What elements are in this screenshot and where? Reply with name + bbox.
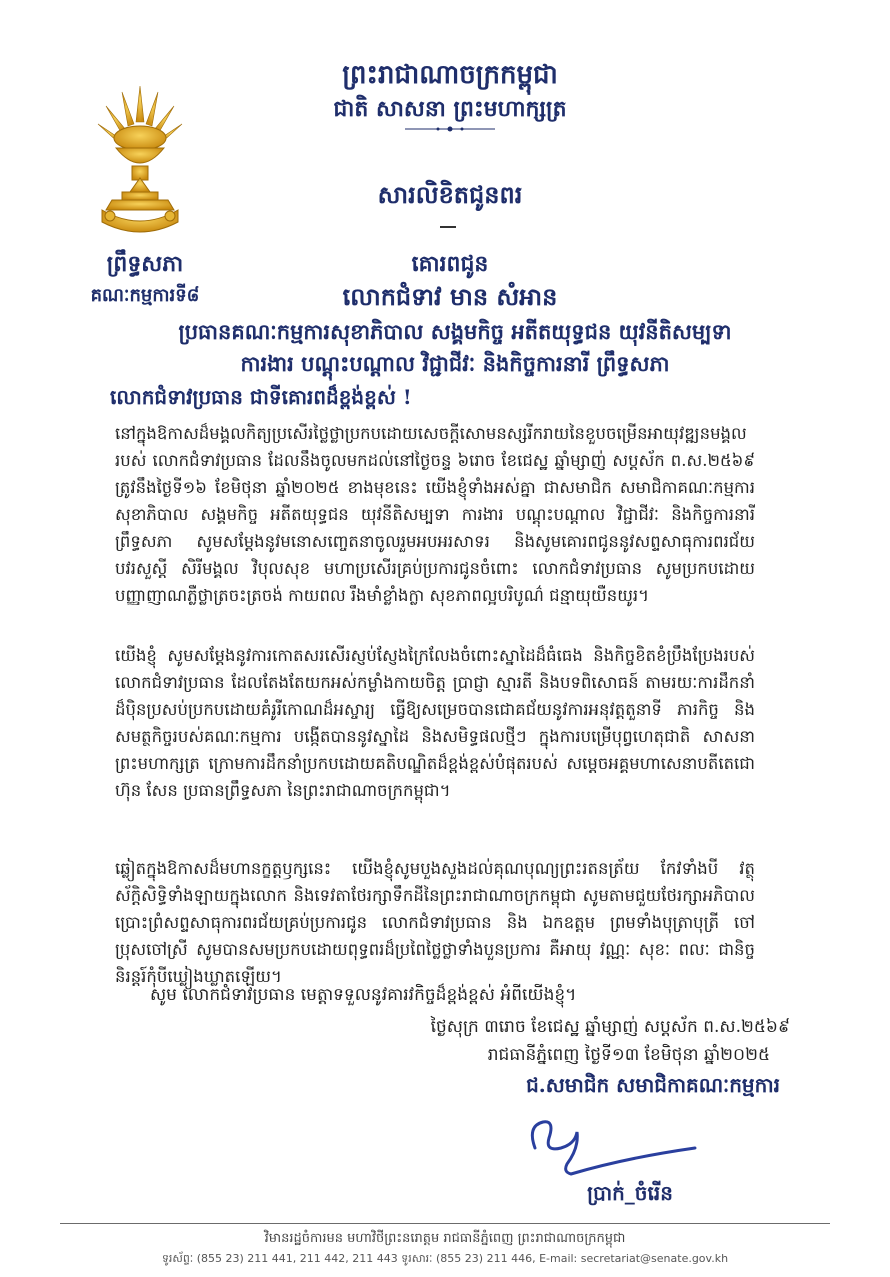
header-ornament-icon (405, 124, 495, 134)
salutation: លោកជំទាវប្រធាន ជាទីគោរពដ៏ខ្ពង់ខ្ពស់ ! (110, 385, 412, 409)
lunar-date: ថ្ងៃសុក្រ ៣រោច ខែជេស្ឋ ឆ្នាំម្សាញ់ សប្តស័ក ព.ស.២៥៦៩ (430, 1017, 790, 1037)
paragraph-appreciation: យើងខ្ញុំ សូមសម្តែងនូវការកោតសរសើរស្ញប់ស្ញែងក្រៃលែងចំពោះស្នាដៃដ៏ធំធេង និងកិច្ចខិតខំប្រឹងប្រែងរបស់ លោកជំទាវប្រធាន ដែលតែងតែយកអស់កម្លាំងកាយចិត្ត ប្រាជ្ញា ស្មារតី និងបទពិសោធន៍ តាមរយៈការដឹកនាំដ៏ប៉ិនប្រសប់ប្រកបដោយគំរូរីកោណដ៏អស្ចារ្យ ធ្វើឱ្យសម្រេចបានជោគជ័យនូវការអនុវត្តតួនាទី ភារកិច្ច និងសមត្ថកិច្ចរបស់គណៈកម្មការ បង្កើតបាននូវស្នាដៃ និងសមិទ្ធផលថ្មីៗ ក្នុងការបម្រើបុព្វហេតុជាតិ សាសនា ព្រះមហាក្សត្រ ក្រោមការដឹកនាំប្រកបដោយគតិបណ្ឌិតដ៏ខ្ពង់ខ្ពស់បំផុតរបស់ សម្តេចអគ្គមហាសេនាបតីតេជោ ហ៊ុន សែន ប្រធានព្រឹទ្ធសភា នៃព្រះរាជាណាចក្រកម្ពុជា។ (115, 646, 755, 800)
document-title: សារលិខិតជូនពរ (377, 180, 523, 209)
paragraph-birthday-wishes: នៅក្នុងឱកាសដ៏មង្គលកិត្យប្រសើរថ្លៃថ្លាប្រកបដោយសេចក្តីសោមនស្សរីករាយនៃខួបចម្រើនអាយុវឌ្ឍនមង្គលរបស់ លោកជំទាវប្រធាន ដែលនឹងចូលមកដល់នៅថ្ងៃចន្ទ ៦រោច ខែជេស្ឋ ឆ្នាំម្សាញ់ សប្តស័ក ព.ស.២៥៦៩ ត្រូវនឹងថ្ងៃទី១៦ ខែមិថុនា ឆ្នាំ២០២៥ ខាងមុខនេះ យើងខ្ញុំទាំងអស់គ្នា ជាសមាជិក សមាជិកាគណៈកម្មការសុខាភិបាល សង្គមកិច្ច អតីតយុទ្ធជន យុវនីតិសម្បទា ការងារ បណ្តុះបណ្តាល វិជ្ជាជីវៈ និងកិច្ចការនារី ព្រឹទ្ធសភា សូមសម្តែងនូវមនោសញ្ចេតនាចូលរួមអបអរសាទរ និងសូមគោរពជូននូវសព្ទសាធុការពរជ័យ បវរសួស្តី សិរីមង្គល វិបុលសុខ មហាប្រសើរគ្រប់ប្រការជូនចំពោះ លោកជំទាវប្រធាន សូមប្រកបដោយបញ្ញាញាណភ្លឺថ្លាត្រចះត្រចង់ កាយពល រឹងមាំខ្លាំងក្លា សុខភាពល្អបរិបូណ៌ ជន្មាយុយឺនយូរ។ (115, 424, 755, 605)
kingdom-name: ព្រះរាជាណាចក្រកម្ពុជា (342, 60, 558, 90)
footer-contact: ទូរស័ព្ទៈ (855 23) 211 441, 211 442, 211 443 ទូរសារៈ (855 23) 211 446, E-mail: secretariat@senate.gov.kh (161, 1252, 729, 1265)
recipient-name: លោកជំទាវ មាន សំអាន (342, 282, 558, 311)
title-divider (440, 226, 456, 228)
commission-name: គណៈកម្មការទី៨ (90, 285, 200, 306)
recipient-title (95, 316, 815, 380)
recipient-title-line2: ការងារ បណ្តុះបណ្តាល វិជ្ជាជីវៈ និងកិច្ចការនារី ព្រឹទ្ធសភា (240, 351, 670, 376)
recipient-label: គោរពជូន (411, 251, 489, 277)
footer-divider (60, 1223, 830, 1224)
signer-name: ប្រាក់_ចំរើន (587, 1181, 673, 1205)
national-motto: ជាតិ សាសនា ព្រះមហាក្សត្រ (333, 96, 567, 122)
senate-emblem-icon (92, 82, 188, 242)
senate-name: ព្រឹទ្ធសភា (106, 252, 184, 277)
place-date: រាជធានីភ្នំពេញ ថ្ងៃទី១៣ ខែមិថុនា ឆ្នាំ២០២៥ (487, 1045, 770, 1065)
paragraph-blessings: ឆ្លៀតក្នុងឱកាសដ៏មហានក្ខត្តឫក្សនេះ យើងខ្ញុំសូមបួងសួងដល់គុណបុណ្យព្រះរតនត្រ័យ កែវទាំងបី វត្ថុស័ក្តិសិទ្ធិទាំងឡាយក្នុងលោក និងទេវតាថែរក្សាទឹកដីនៃព្រះរាជាណាចក្រកម្ពុជា សូមតាមជួយថែរក្សាអភិបាលប្រោះព្រំសព្ទសាធុការពរជ័យគ្រប់ប្រការជូន លោកជំទាវប្រធាន និង ឯកឧត្តម ព្រមទាំងបុត្រាបុត្រី ចៅប្រុសចៅស្រី សូមបានសមប្រកបដោយពុទ្ធពរដ៏ប្រពៃថ្លៃថ្លាទាំងបួនប្រការ គឺអាយុ វណ្ណៈ សុខៈ ពលៈ ជានិច្ចនិរន្តរ៍កុំបីឃ្លៀងឃ្លាតឡើយ។ (115, 859, 755, 986)
paragraph-closing: សូម លោកជំទាវប្រធាន មេត្តាទទួលនូវគារវកិច្ចដ៏ខ្ពង់ខ្ពស់ អំពីយើងខ្ញុំ។ (150, 985, 577, 1005)
handwritten-signature (505, 1108, 705, 1183)
on-behalf-line: ជ.សមាជិក សមាជិកាគណៈកម្មការ (526, 1073, 780, 1097)
recipient-title-line1: ប្រធានគណៈកម្មការសុខាភិបាល សង្គមកិច្ច អតីតយុទ្ធជន យុវនីតិសម្បទា (178, 319, 732, 344)
footer-address: វិមានរដ្ឋចំការមន មហាវិថីព្រះនរោត្តម រាជធានីភ្នំពេញ ព្រះរាជាណាចក្រកម្ពុជា (264, 1231, 626, 1246)
